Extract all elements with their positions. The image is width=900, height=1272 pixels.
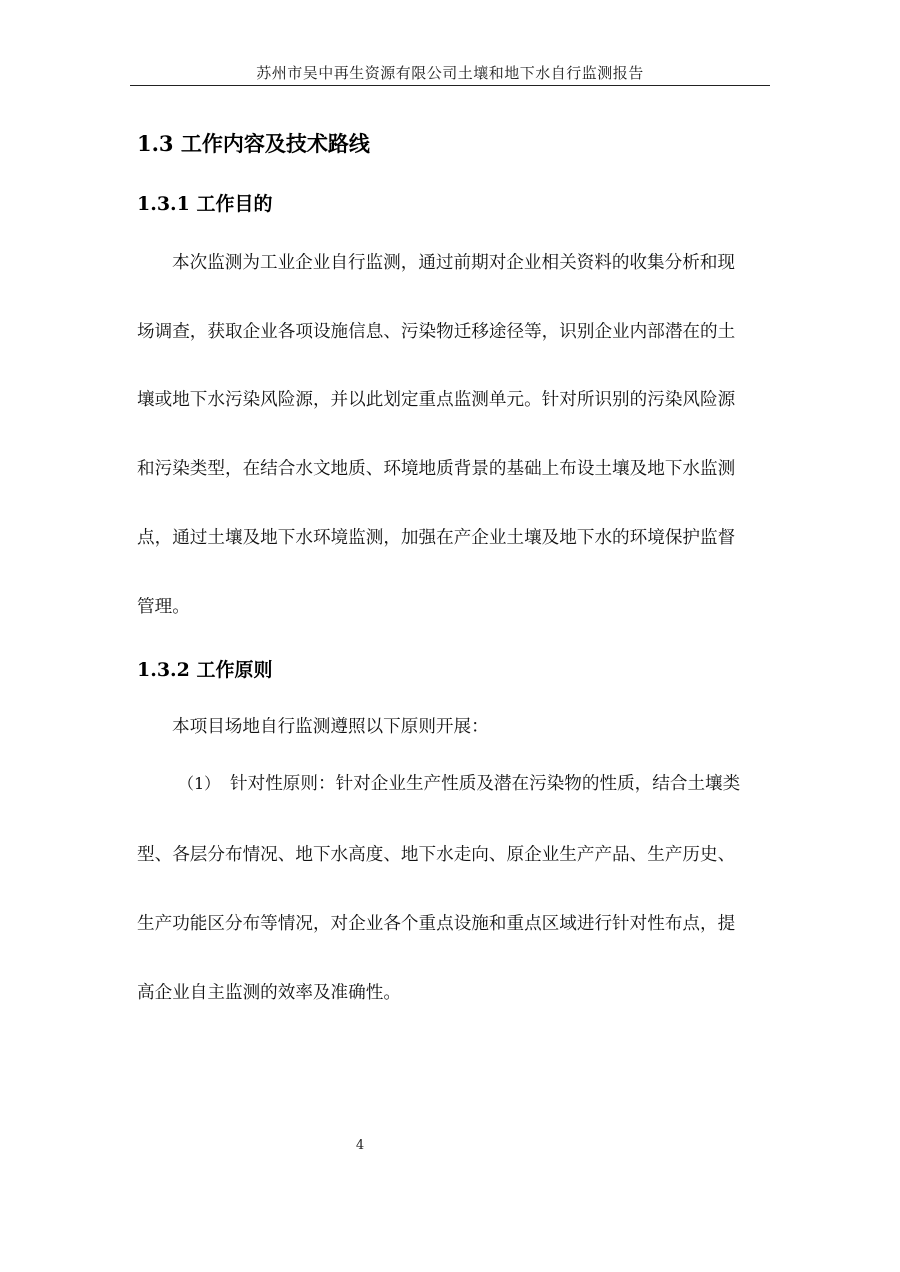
item-number: （1） [178, 774, 221, 793]
paragraph-line: 场调查，获取企业各项设施信息、污染物迁移途径等，识别企业内部潜在的土 [137, 322, 736, 342]
paragraph-line: 点，通过土壤及地下水环境监测，加强在产企业土壤及地下水的环境保护监督 [137, 528, 736, 548]
paragraph-line: 生产功能区分布等情况，对企业各个重点设施和重点区域进行针对性布点，提 [137, 914, 736, 934]
list-item-number [178, 772, 220, 796]
paragraph-line: 针对性原则：针对企业生产性质及潜在污染物的性质，结合土壤类 [230, 774, 741, 794]
paragraph-line: 型、各层分布情况、地下水高度、地下水走向、原企业生产产品、生产历史、 [137, 845, 736, 865]
subsection-heading-principles: 1.3.2 工作原则 [137, 659, 273, 681]
section-heading: 1.3 工作内容及技术路线 [137, 131, 370, 156]
paragraph-line: 和污染类型，在结合水文地质、环境地质背景的基础上布设土壤及地下水监测 [137, 459, 736, 479]
page-number: 4 [355, 1138, 365, 1153]
header-rule [130, 85, 770, 86]
running-header: 苏州市吴中再生资源有限公司土壤和地下水自行监测报告 [256, 64, 644, 82]
paragraph-line: 本项目场地自行监测遵照以下原则开展： [172, 717, 489, 737]
paragraph-line: 高企业自主监测的效率及准确性。 [137, 983, 401, 1003]
paragraph-line: 本次监测为工业企业自行监测，通过前期对企业相关资料的收集分析和现 [172, 253, 736, 273]
paragraph-line: 管理。 [137, 597, 190, 617]
subsection-heading-purpose: 1.3.1 工作目的 [137, 193, 273, 215]
paragraph-line: 壤或地下水污染风险源，并以此划定重点监测单元。针对所识别的污染风险源 [137, 390, 736, 410]
